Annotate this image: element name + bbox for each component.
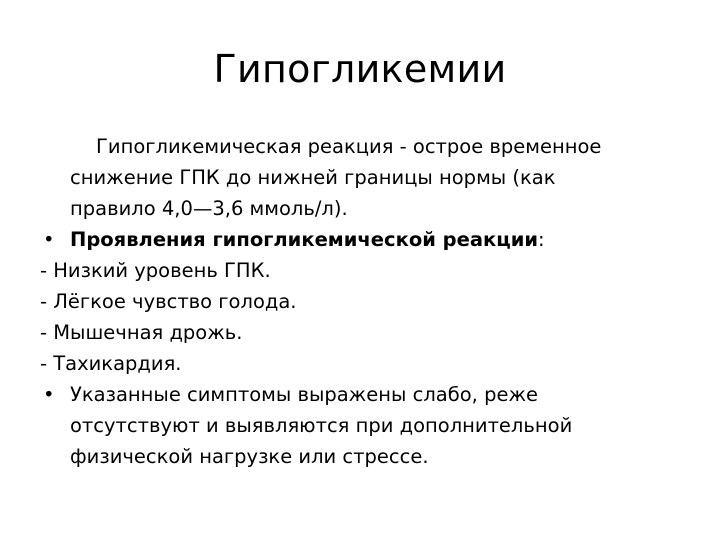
symptoms-line-2: отсутствуют и выявляются при дополнительной xyxy=(70,414,573,437)
bullet-marker: • xyxy=(43,228,55,251)
intro-line-1: Гипогликемическая реакция - острое временное xyxy=(96,135,602,158)
bullet-item-manifestations xyxy=(44,224,684,255)
intro-line-3: правило 4,0—3,6 ммоль/л). xyxy=(70,197,348,220)
symptoms-line-3: физической нагрузке или стрессе. xyxy=(70,445,429,468)
dash-item-hunger: - Лёгкое чувство голода. xyxy=(40,290,297,313)
manifestations-heading: Проявления гипогликемической реакции xyxy=(70,228,539,251)
symptoms-line-1: Указанные симптомы выражены слабо, реже xyxy=(70,383,539,406)
manifestations-colon: : xyxy=(538,228,545,251)
dash-item-low-glucose: - Низкий уровень ГПК. xyxy=(40,259,271,282)
intro-line-2: снижение ГПК до нижней границы нормы (как xyxy=(70,166,556,189)
dash-item-tachycardia: - Тахикардия. xyxy=(40,352,182,375)
dash-item-tremor: - Мышечная дрожь. xyxy=(40,321,243,344)
slide-content xyxy=(40,131,684,472)
bullet-marker: • xyxy=(43,383,55,406)
slide-title: Гипогликемии xyxy=(213,47,507,91)
bullet-item-symptoms xyxy=(44,379,684,410)
